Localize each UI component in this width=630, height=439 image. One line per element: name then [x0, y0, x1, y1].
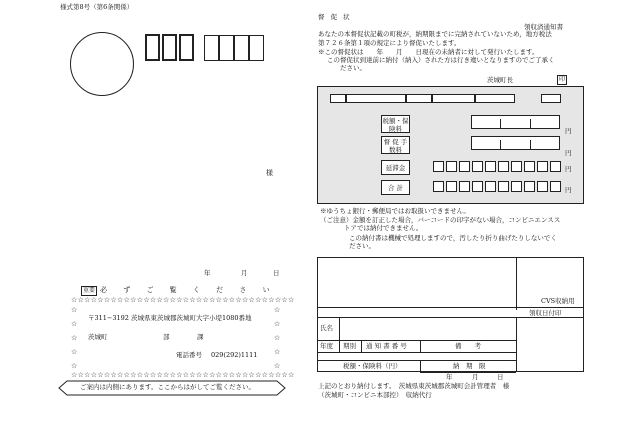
star-border-right: ☆: [274, 320, 281, 328]
code-field: [346, 94, 406, 103]
yen-unit: 円: [565, 186, 572, 194]
receipt-agent: （茨城町・コンビニ本部控） 収納代行: [318, 391, 432, 399]
cvs-label: CVS収納用: [541, 297, 575, 305]
digit-box: [511, 161, 522, 172]
date-year: 年: [204, 269, 211, 277]
deadline-month: 月: [472, 373, 479, 381]
code-field: [475, 94, 515, 103]
col-remarks: 備 考: [455, 342, 481, 350]
name-label: 氏名: [320, 324, 333, 332]
col-year: 年度: [320, 342, 333, 350]
digit-box: [537, 181, 548, 192]
fee-amount-field[interactable]: [471, 136, 560, 150]
postal-digit-box: [145, 34, 160, 61]
digit-box: [433, 161, 444, 172]
note-caution-2: トアでは納付できません。: [344, 224, 423, 232]
digit-separator: [530, 140, 531, 150]
table-line: [317, 352, 516, 353]
postage-stamp-circle: [70, 32, 134, 96]
digit-separator: [500, 119, 501, 129]
table-line: [317, 340, 516, 341]
postal-digit-box: [162, 34, 177, 61]
table-line: [420, 340, 421, 352]
code-field: [330, 94, 346, 103]
peel-here-banner: ご案内は内側にあります。ここからはがしてご覧ください。: [80, 383, 255, 391]
digit-box: [472, 181, 483, 192]
table-line: [317, 317, 584, 318]
star-border-left: ☆: [71, 348, 78, 356]
star-border-left: ☆: [71, 320, 78, 328]
table-line: [339, 340, 340, 352]
digit-box: [498, 161, 509, 172]
note-machine-2: ださい。: [349, 242, 375, 250]
star-border-right: ☆: [274, 334, 281, 342]
date-month: 月: [241, 269, 248, 277]
receipt-text: 上記のとおり納付します。 茨城県東茨城郡茨城町会計管理者 様: [318, 382, 510, 390]
section: 課: [197, 333, 204, 341]
digit-box: [524, 181, 535, 192]
col-deadline: 納 期 限: [453, 362, 486, 370]
star-border-right: ☆: [274, 362, 281, 370]
stamp-divider: [516, 257, 517, 310]
row-label-tax-text: 税額・保険料: [382, 117, 409, 134]
code-field: [541, 94, 561, 103]
phone-label: 電話番号: [176, 351, 202, 359]
mayor-label: 茨城町長: [487, 76, 513, 84]
phone-number: 029(292)1111: [211, 351, 258, 359]
row-label-total-text: 合 計: [387, 184, 404, 192]
col-period: 期別: [343, 342, 356, 350]
star-border-left: ☆: [71, 362, 78, 370]
tax-amount-field[interactable]: [471, 115, 560, 129]
important-seal-text: 重要: [82, 287, 95, 294]
note-machine-1: この納付書は機械で処理しますので，汚したり折り曲げたりしないでく: [349, 234, 557, 242]
yen-unit: 円: [565, 127, 572, 135]
intro-line-5: ださい。: [340, 64, 366, 72]
intro-line-3: ※この督促状は 年 月 日現在の未納者に対して発行いたします。: [318, 48, 539, 56]
yen-unit: 円: [565, 165, 572, 173]
digit-separator: [530, 119, 531, 129]
col-amount: 税額・保険料（円）: [343, 362, 402, 370]
mayor-seal: [557, 75, 567, 85]
note-post-office: ※ゆうちょ銀行・郵便局ではお取扱いできません。: [320, 207, 470, 215]
star-border-right: ☆: [274, 348, 281, 356]
honorific-sama: 様: [266, 169, 273, 177]
postal-digit-box: [234, 35, 249, 61]
digit-box: [446, 161, 457, 172]
postal-digit-box: [204, 35, 219, 61]
digit-box: [537, 161, 548, 172]
important-seal: [81, 286, 97, 296]
digit-box: [550, 161, 561, 172]
code-field: [432, 94, 475, 103]
digit-box: [550, 181, 561, 192]
town-name: 茨城町: [88, 333, 108, 341]
digit-box: [459, 181, 470, 192]
stamp-divider: [516, 317, 517, 372]
star-border-top: ☆☆☆☆☆☆☆☆☆☆☆☆☆☆☆☆☆☆☆☆☆☆☆☆☆☆☆☆☆☆☆☆☆☆: [71, 296, 295, 304]
yen-unit: 円: [565, 149, 572, 157]
digit-box: [459, 161, 470, 172]
col-notice-number: 通 知 書 番 号: [366, 342, 407, 350]
must-read-notice: 必 ず ご 覧 く だ さ い: [100, 286, 277, 294]
digit-separator: [500, 140, 501, 150]
receipt-notice-label: 領収済通知書: [524, 23, 563, 31]
street-address: 茨城県東茨城郡茨城町大字小堤1080番地: [131, 314, 252, 322]
digit-box: [511, 181, 522, 192]
star-border-bottom: ☆☆☆☆☆☆☆☆☆☆☆☆☆☆☆☆☆☆☆☆☆☆☆☆☆☆☆☆☆☆☆☆☆☆: [71, 371, 295, 379]
intro-line-2: 第７２６条第１項の規定により督促いたします。: [318, 39, 461, 47]
intro-line-4: この督促状到達前に納付（納入）された方は行き違いとなりますのでご了承く: [327, 56, 555, 64]
intro-line-1: あなたの本督促状記載の町税が，納期限までに完納されていないため，地方税法: [318, 30, 552, 38]
star-border-left: ☆: [71, 306, 78, 314]
table-line: [317, 360, 516, 361]
table-line: [361, 340, 362, 352]
form-number: 様式第8号（第6条関係）: [60, 3, 134, 11]
postal-digit-box: [179, 34, 194, 61]
star-border-right: ☆: [274, 306, 281, 314]
digit-box: [472, 161, 483, 172]
deadline-year: 年: [446, 373, 453, 381]
digit-box: [485, 181, 496, 192]
postal-digit-box: [219, 35, 234, 61]
code-field: [406, 94, 432, 103]
postal-digit-box: [249, 35, 264, 61]
star-border-left: ☆: [71, 334, 78, 342]
receipt-date-stamp-label: 領収日付印: [529, 309, 562, 317]
note-caution-1: （ご注意）金額を訂正した場合，バーコードの印字がない場合，コンビニエンスス: [320, 216, 561, 224]
table-line: [420, 360, 421, 372]
deadline-day: 日: [497, 373, 504, 381]
digit-box: [498, 181, 509, 192]
date-day: 日: [273, 269, 280, 277]
document-title: 督 促 状: [318, 13, 352, 21]
digit-box: [485, 161, 496, 172]
department: 部: [163, 333, 170, 341]
digit-box: [446, 181, 457, 192]
digit-box: [433, 181, 444, 192]
digit-box: [524, 161, 535, 172]
row-label-late-text: 延滞金: [385, 164, 406, 172]
mayor-seal-text: 印: [558, 76, 565, 83]
postal-code: 〒311−3192: [88, 314, 129, 322]
table-line: [317, 307, 584, 308]
row-label-fee-text: 督 促 手数料: [383, 138, 408, 155]
table-line: [339, 317, 340, 341]
